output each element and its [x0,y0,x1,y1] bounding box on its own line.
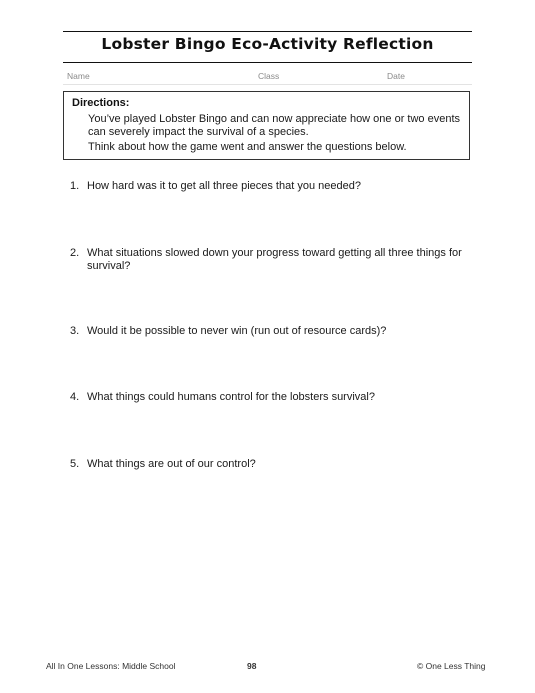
title-bottom-rule [63,62,472,63]
question-2 [70,247,470,273]
question-text: What situations slowed down your progress toward getting all three things for survival? [87,247,462,272]
name-field-label: Name [67,71,90,81]
class-field-label: Class [258,71,280,81]
question-text: Would it be possible to never win (run out of resource cards)? [87,325,387,337]
date-field-label: Date [387,71,405,81]
question-number: 2. [70,247,80,259]
question-1 [70,180,470,193]
directions-box [63,91,470,160]
question-text: What things could humans control for the lobsters survival? [87,391,375,403]
student-info-line [63,84,472,85]
question-3 [70,325,470,338]
footer-book-title: All In One Lessons: Middle School [46,661,176,671]
footer-copyright: © One Less Thing [417,661,486,671]
question-number: 3. [70,325,80,337]
question-number: 1. [70,180,80,192]
question-4 [70,391,470,404]
footer-page-number: 98 [247,661,257,671]
question-text: How hard was it to get all three pieces that you needed? [87,180,361,192]
directions-heading: Directions: [72,97,130,109]
question-5 [70,458,470,471]
page-title: Lobster Bingo Eco-Activity Reflection [101,35,434,53]
directions-paragraph-1: You’ve played Lobster Bingo and can now appreciate how one or two events can severely impact the survival of a species. [88,113,461,138]
title-top-rule [63,31,472,32]
question-text: What things are out of our control? [87,458,256,470]
question-number: 4. [70,391,80,403]
question-number: 5. [70,458,80,470]
directions-paragraph-2: Think about how the game went and answer the questions below. [88,141,407,153]
